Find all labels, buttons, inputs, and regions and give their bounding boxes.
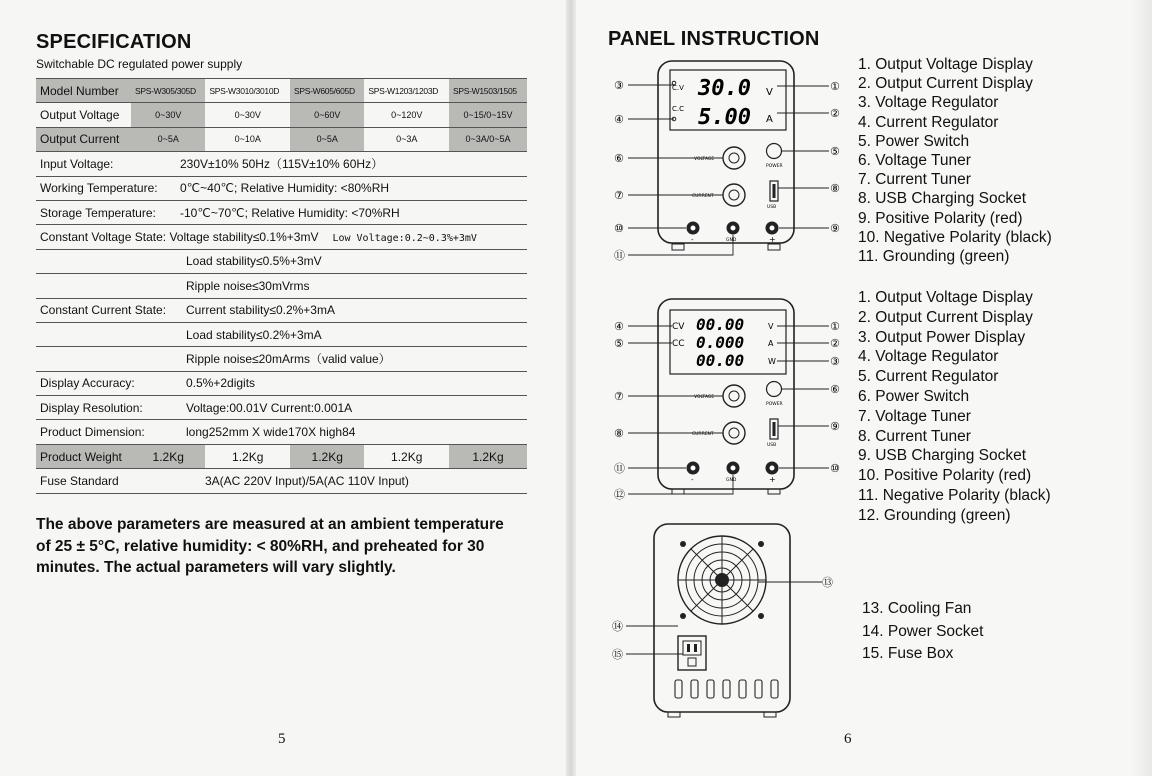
plus-label: + xyxy=(769,235,776,244)
legend-item: 7. Voltage Tuner xyxy=(858,407,971,425)
current-readout: 5.00 xyxy=(698,105,751,130)
row-label: Product Weight xyxy=(36,444,131,468)
legend-item: 7. Current Tuner xyxy=(858,171,971,189)
callout: ⑦ xyxy=(614,390,624,403)
callout: ③ xyxy=(614,79,624,92)
spec-value: 0℃~40℃; Relative Humidity: <80%RH xyxy=(180,181,390,196)
current-cell: 0~5A xyxy=(131,127,205,151)
legend-item: 4. Voltage Regulator xyxy=(858,348,999,366)
gnd-label: GND xyxy=(726,478,737,483)
callout: ④ xyxy=(614,320,624,333)
page-title: SPECIFICATION xyxy=(36,31,192,53)
callout: ⑩ xyxy=(830,462,840,475)
spec-table xyxy=(36,78,527,494)
leader-lines xyxy=(626,582,822,654)
spec-row xyxy=(36,420,527,444)
rear-panel-diagram xyxy=(612,520,844,726)
minus-label: - xyxy=(691,236,694,244)
current-cell: 0~5A xyxy=(290,127,364,151)
weight-cell: 1.2Kg xyxy=(364,444,449,468)
usb-label: USB xyxy=(767,205,777,210)
callout: ⑧ xyxy=(830,182,840,195)
spec-row xyxy=(36,225,527,249)
legend-item: 2. Output Current Display xyxy=(858,308,1033,326)
model-cell: SPS-W3010/3010D xyxy=(205,79,290,103)
spec-row xyxy=(36,274,527,298)
cc-label: C.C xyxy=(672,105,685,113)
minus-label: - xyxy=(691,476,694,484)
legend-item: 1. Output Voltage Display xyxy=(858,56,1033,73)
current-cell: 0~10A xyxy=(205,127,290,151)
weight-cell: 1.2Kg xyxy=(205,444,290,468)
usb-socket-tongue xyxy=(773,422,776,436)
legend-item: 4. Current Regulator xyxy=(858,113,999,131)
spec-label: Display Accuracy: xyxy=(40,376,135,391)
voltage-knob-label: VOLTAGE xyxy=(694,395,715,400)
voltage-readout: 30.0 xyxy=(698,76,751,101)
front-panel-diagram-2 xyxy=(612,296,844,506)
cv-label: C.V xyxy=(672,84,684,92)
fuse-row xyxy=(36,469,527,493)
callout: ⑭ xyxy=(612,620,623,633)
callout: ⑦ xyxy=(614,189,624,202)
page-number: 5 xyxy=(278,731,286,747)
legend-item: 3. Voltage Regulator xyxy=(858,94,999,112)
model-cell: SPS-W1503/1505 xyxy=(449,79,527,103)
spec-value: Voltage stability≤0.1%+3mV xyxy=(169,230,319,245)
voltage-readout: 00.00 xyxy=(696,315,745,334)
power-switch xyxy=(767,144,782,159)
legend-item: 8. Current Tuner xyxy=(858,427,971,445)
callout: ⑧ xyxy=(614,427,624,440)
row-label: Output Voltage xyxy=(36,103,131,127)
callout: ⑮ xyxy=(612,648,623,661)
current-cell: 0~3A xyxy=(364,127,449,151)
spec-label: Storage Temperature: xyxy=(40,205,156,220)
legend-item: 2. Output Current Display xyxy=(858,75,1033,93)
spec-value: Load stability≤0.2%+3mA xyxy=(186,327,322,342)
legend-item: 12. Grounding (green) xyxy=(858,506,1011,524)
page-edge xyxy=(1130,0,1152,776)
usb-label: USB xyxy=(767,443,777,448)
gnd-label: GND xyxy=(726,238,737,243)
socket-pin xyxy=(688,658,696,666)
legend-item: 9. USB Charging Socket xyxy=(858,447,1027,465)
fan-hub xyxy=(715,573,729,587)
voltage-knob-inner xyxy=(729,391,739,401)
spec-value: Ripple noise≤20mArms（valid value） xyxy=(186,352,391,367)
row-label: Output Current xyxy=(36,127,131,151)
unit-w: W xyxy=(768,357,776,366)
callout: ⑪ xyxy=(614,462,625,475)
spec-row xyxy=(36,322,527,346)
voltage-cell: 0~30V xyxy=(131,103,205,127)
callout: ② xyxy=(830,107,840,120)
callout: ① xyxy=(830,80,840,93)
spec-value: 0.5%+2digits xyxy=(186,376,256,391)
callout: ① xyxy=(830,320,840,333)
legend-item: 10. Positive Polarity (red) xyxy=(858,467,1032,485)
model-cell: SPS-W605/605D xyxy=(290,79,364,103)
spec-extra: Low Voltage:0.2~0.3%+3mV xyxy=(332,233,477,245)
row-label: Model Number xyxy=(36,79,131,103)
spec-row xyxy=(36,347,527,371)
weight-cell: 1.2Kg xyxy=(131,444,205,468)
socket-pin xyxy=(687,644,690,652)
left-page xyxy=(0,0,572,776)
spec-value: -10℃~70℃; Relative Humidity: <70%RH xyxy=(180,205,400,220)
cc-label: CC xyxy=(672,339,685,349)
foot-right xyxy=(768,244,780,250)
current-readout: 0.000 xyxy=(696,333,745,352)
legend-item: 14. Power Socket xyxy=(862,622,984,640)
spec-value: Current stability≤0.2%+3mA xyxy=(186,303,335,318)
row-label: Fuse Standard xyxy=(36,469,131,493)
callout: ⑥ xyxy=(830,383,840,396)
callout: ② xyxy=(830,337,840,350)
weight-cell: 1.2Kg xyxy=(290,444,364,468)
callout: ⑩ xyxy=(614,222,624,235)
callout: ⑪ xyxy=(614,249,625,262)
legend-item: 3. Output Power Display xyxy=(858,328,1026,346)
legend-item: 10. Negative Polarity (black) xyxy=(858,228,1052,246)
front-panel-diagram-1 xyxy=(612,58,844,268)
unit-v: V xyxy=(766,87,773,98)
spec-row xyxy=(36,249,527,273)
spec-label: Constant Voltage State: xyxy=(40,230,167,245)
current-row xyxy=(36,127,527,151)
spec-row xyxy=(36,298,527,322)
weight-row xyxy=(36,444,527,468)
current-cell: 0~3A/0~5A xyxy=(449,127,527,151)
spec-value: long252mm X wide170X high84 xyxy=(186,425,356,440)
current-knob-inner xyxy=(729,428,739,438)
right-page xyxy=(572,0,1152,776)
legend-item: 11. Negative Polarity (black) xyxy=(858,486,1051,504)
socket-pin xyxy=(694,644,697,652)
vent-slots xyxy=(675,680,778,698)
spec-label: Working Temperature: xyxy=(40,181,158,196)
spec-row xyxy=(36,176,527,200)
callout: ④ xyxy=(614,113,624,126)
usb-socket-tongue xyxy=(773,184,776,198)
spec-value: Load stability≤0.5%+3mV xyxy=(186,254,322,269)
voltage-cell: 0~30V xyxy=(205,103,290,127)
spec-row xyxy=(36,200,527,224)
unit-a: A xyxy=(768,339,774,348)
legend-item: 11. Grounding (green) xyxy=(858,248,1010,266)
fuse-box xyxy=(683,641,701,655)
callout: ⑨ xyxy=(830,420,840,433)
spec-label: Input Voltage: xyxy=(40,157,114,172)
unit-v: V xyxy=(768,322,774,331)
callout: ⑨ xyxy=(830,222,840,235)
weight-cell: 1.2Kg xyxy=(449,444,527,468)
legend-item: 6. Power Switch xyxy=(858,387,970,405)
legend-item: 6. Voltage Tuner xyxy=(858,152,971,170)
legend-rear xyxy=(862,598,983,666)
page-number: 6 xyxy=(844,731,852,747)
voltage-row xyxy=(36,103,527,127)
voltage-knob-label: VOLTAGE xyxy=(694,157,715,162)
callout: ⑫ xyxy=(614,488,625,501)
legend-item: 5. Power Switch xyxy=(858,132,970,150)
book-spine xyxy=(566,0,576,776)
callout: ⑥ xyxy=(614,152,624,165)
current-knob xyxy=(723,422,745,444)
current-knob-label: CURRENT xyxy=(692,194,714,199)
legend-item: 15. Fuse Box xyxy=(862,645,954,662)
voltage-cell: 0~15/0~15V xyxy=(449,103,527,127)
legend-item: 1. Output Voltage Display xyxy=(858,289,1033,306)
callout: ⑤ xyxy=(830,145,840,158)
voltage-knob-inner xyxy=(729,153,739,163)
fuse-value: 3A(AC 220V Input)/5A(AC 110V Input) xyxy=(131,469,527,493)
power-readout: 00.00 xyxy=(696,351,745,370)
legend-item: 5. Current Regulator xyxy=(858,368,999,386)
spec-label: Display Resolution: xyxy=(40,400,143,415)
foot-left xyxy=(672,244,684,250)
callout: ⑤ xyxy=(614,337,624,350)
cv-label: CV xyxy=(672,322,685,332)
legend-panel-1 xyxy=(858,55,1052,266)
callout: ③ xyxy=(830,355,840,368)
legend-item: 9. Positive Polarity (red) xyxy=(858,209,1023,227)
page-title: PANEL INSTRUCTION xyxy=(608,28,820,50)
spec-value: Ripple noise≤30mVrms xyxy=(186,278,310,293)
spec-label: Constant Current State: xyxy=(40,303,167,318)
plus-label: + xyxy=(769,475,776,484)
model-cell: SPS-W305/305D xyxy=(131,79,205,103)
legend-item: 8. USB Charging Socket xyxy=(858,190,1027,208)
measurement-note: The above parameters are measured at an ambient temperature of 25 ± 5°C, relative humidity: < 80%RH, and preheated for 30 minutes. The actual parameters will vary slightly. xyxy=(36,516,504,576)
legend-item: 13. Cooling Fan xyxy=(862,600,972,617)
callout: ⑬ xyxy=(822,576,833,589)
power-switch xyxy=(767,382,782,397)
voltage-knob xyxy=(723,147,745,169)
voltage-cell: 0~120V xyxy=(364,103,449,127)
spec-value: 230V±10% 50Hz（115V±10% 60Hz） xyxy=(180,157,384,172)
power-label: POWER xyxy=(766,164,783,169)
spec-row xyxy=(36,396,527,420)
voltage-cell: 0~60V xyxy=(290,103,364,127)
voltage-knob xyxy=(723,385,745,407)
power-label: POWER xyxy=(766,402,783,407)
unit-a: A xyxy=(766,114,773,125)
legend-panel-2 xyxy=(858,288,1051,526)
model-cell: SPS-W1203/1203D xyxy=(364,79,449,103)
spec-row xyxy=(36,152,527,176)
spec-label: Product Dimension: xyxy=(40,425,145,440)
subtitle: Switchable DC regulated power supply xyxy=(36,57,243,71)
spec-value: Voltage:00.01V Current:0.001A xyxy=(186,400,353,415)
current-knob-label: CURRENT xyxy=(692,432,714,437)
spec-row xyxy=(36,371,527,395)
current-knob xyxy=(723,184,745,206)
current-knob-inner xyxy=(729,190,739,200)
model-row xyxy=(36,79,527,103)
